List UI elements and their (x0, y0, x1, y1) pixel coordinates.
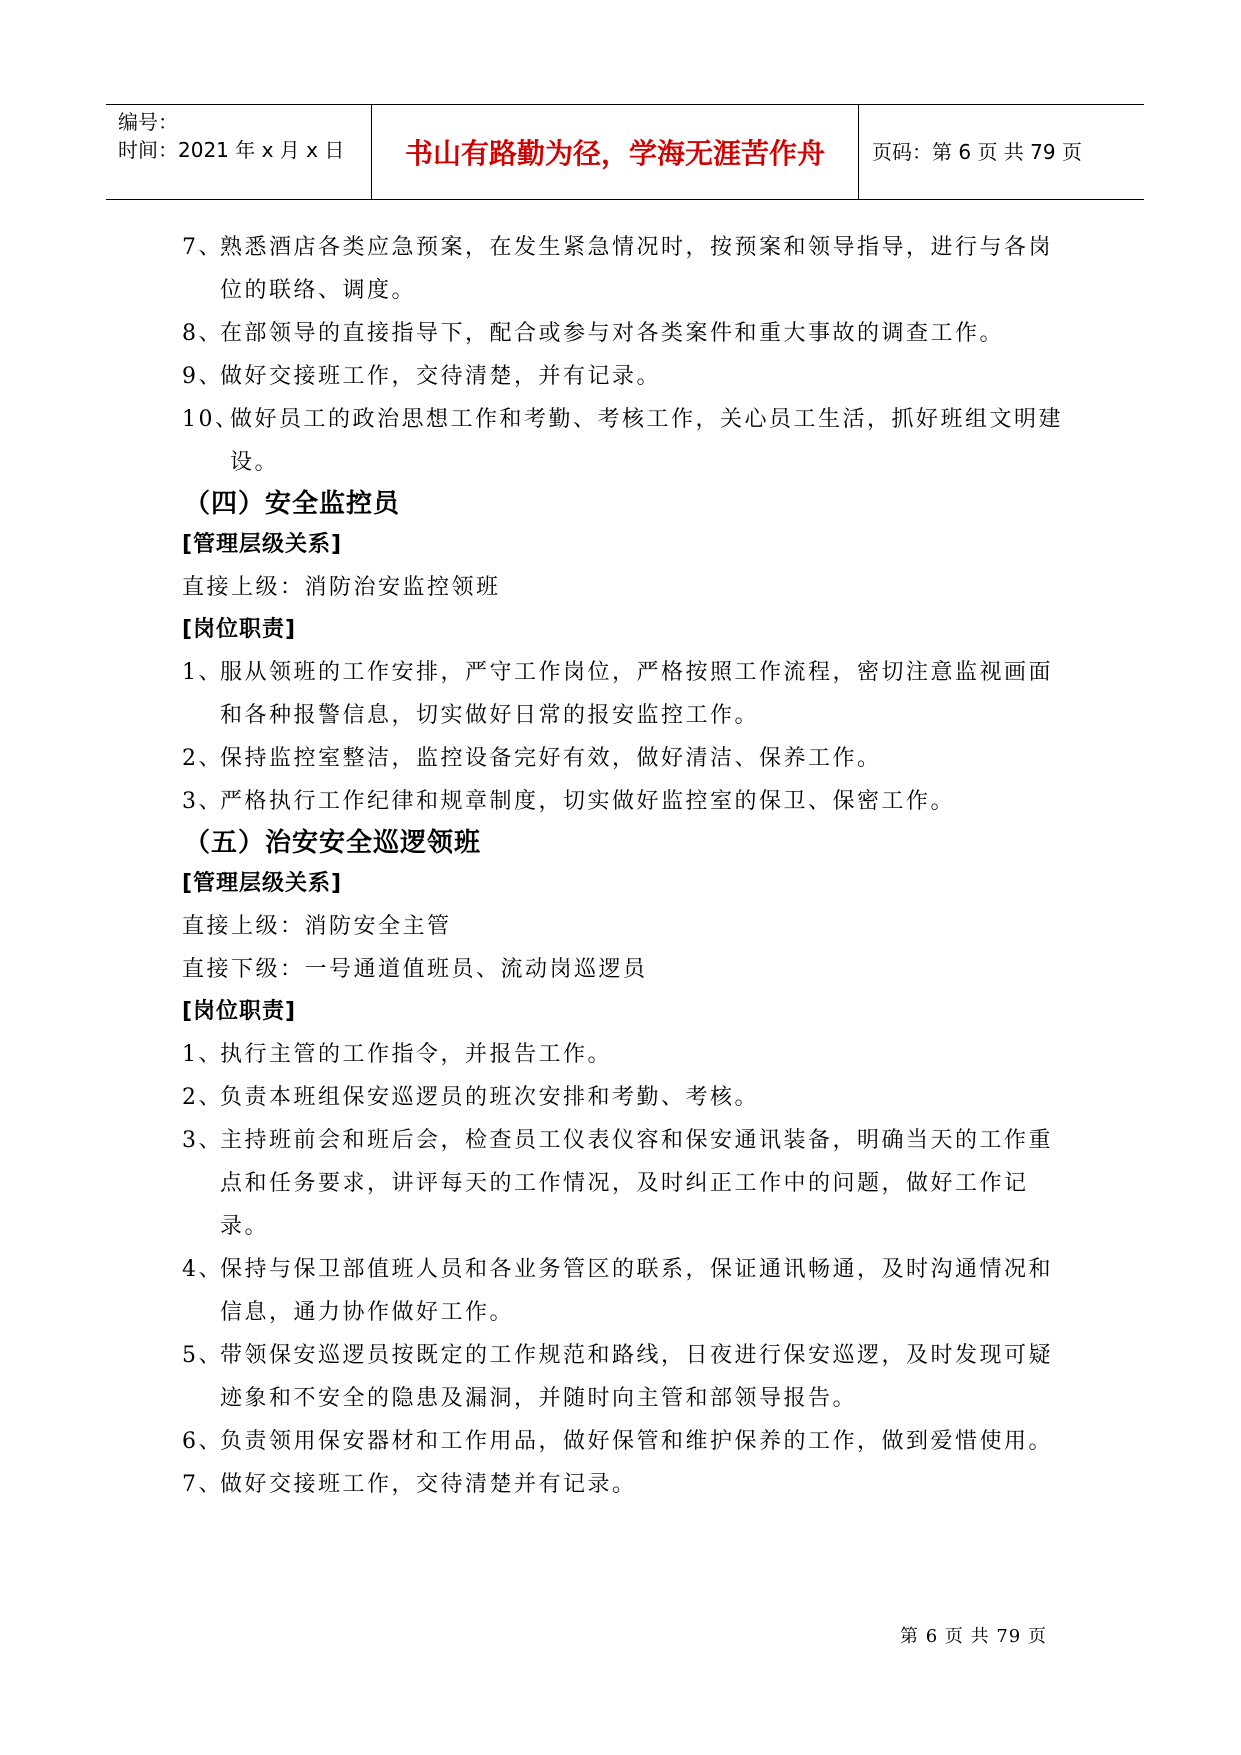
header-time-label: 时间：2021 年 x 月 x 日 (118, 138, 345, 162)
header-number-label: 编号： (118, 110, 178, 134)
list-item (182, 1248, 1067, 1334)
list-item (182, 780, 1067, 823)
superior-line: 直接上级：消防安全主管 (182, 914, 452, 939)
list-item (182, 737, 1067, 780)
item-text: 熟悉酒店各类应急预案，在发生紧急情况时，按预案和领导指导，进行与各岗位的联络、调度。 (220, 235, 1054, 303)
item-text: 带领保安巡逻员按既定的工作规范和路线，日夜进行保安巡逻，及时发现可疑迹象和不安全的隐患及漏洞，并随时向主管和部领导报告。 (220, 1343, 1054, 1411)
item-number: 3、 (182, 789, 223, 814)
list-item (182, 312, 1067, 355)
item-text: 执行主管的工作指令，并报告工作。 (220, 1042, 613, 1067)
list-item (182, 1076, 1067, 1119)
item-text: 保持监控室整洁，监控设备完好有效，做好清洁、保养工作。 (220, 746, 882, 771)
item-number: 6、 (182, 1429, 223, 1454)
header-meta (118, 108, 344, 164)
item-text: 负责领用保安器材和工作用品，做好保管和维护保养的工作，做到爱惜使用。 (220, 1429, 1054, 1454)
header-motto: 书山有路勤为径，学海无涯苦作舟 (404, 137, 825, 170)
item-number: 3、 (182, 1128, 223, 1153)
list-item (182, 226, 1067, 312)
subsection-heading: [岗位职责] (182, 999, 297, 1024)
item-text: 主持班前会和班后会，检查员工仪表仪容和保安通讯装备，明确当天的工作重点和任务要求，讲评每天的工作情况，及时纠正工作中的问题，做好工作记录。 (220, 1128, 1054, 1239)
item-text: 做好交接班工作，交待清楚，并有记录。 (220, 364, 662, 389)
header-divider (858, 104, 859, 200)
item-number: 7、 (182, 235, 223, 260)
item-text: 服从领班的工作安排，严守工作岗位，严格按照工作流程，密切注意监视画面和各种报警信息，切实做好日常的报安监控工作。 (220, 660, 1054, 728)
section-title: （五）治安安全巡逻领班 (184, 828, 482, 858)
item-text: 做好员工的政治思想工作和考勤、考核工作，关心员工生活，抓好班组文明建设。 (230, 407, 1064, 475)
item-text: 保持与保卫部值班人员和各业务管区的联系，保证通讯畅通，及时沟通情况和信息，通力协作做好工作。 (220, 1257, 1054, 1325)
page-footer: 第 6 页 共 79 页 (900, 1626, 1047, 1647)
page-header (106, 104, 1144, 200)
subsection-heading: [管理层级关系] (182, 871, 343, 896)
item-number: 2、 (182, 1085, 223, 1110)
item-text: 做好交接班工作，交待清楚并有记录。 (220, 1472, 637, 1497)
item-text: 严格执行工作纪律和规章制度，切实做好监控室的保卫、保密工作。 (220, 789, 956, 814)
section-title: （四）安全监控员 (184, 489, 401, 519)
list-item (182, 1334, 1067, 1420)
item-number: 1、 (182, 1042, 223, 1067)
item-number: 9、 (182, 364, 223, 389)
item-number: 2、 (182, 746, 223, 771)
list-item (182, 651, 1067, 737)
superior-line: 直接上级：消防治安监控领班 (182, 575, 501, 600)
list-item (182, 1033, 1067, 1076)
list-item (182, 398, 1067, 484)
subordinate-line: 直接下级：一号通道值班员、流动岗巡逻员 (182, 957, 648, 982)
item-text: 在部领导的直接指导下，配合或参与对各类案件和重大事故的调查工作。 (220, 321, 1005, 346)
item-number: 1、 (182, 660, 223, 685)
document-body (182, 226, 1067, 1506)
subsection-heading: [管理层级关系] (182, 532, 343, 557)
item-number: 8、 (182, 321, 223, 346)
list-item (182, 1420, 1067, 1463)
list-item (182, 1463, 1067, 1506)
header-page-info: 页码：第 6 页 共 79 页 (872, 140, 1082, 164)
item-number: 10、 (182, 407, 240, 432)
list-item (182, 355, 1067, 398)
list-item (182, 1119, 1067, 1248)
item-number: 4、 (182, 1257, 223, 1282)
subsection-heading: [岗位职责] (182, 617, 297, 642)
item-number: 7、 (182, 1472, 223, 1497)
item-number: 5、 (182, 1343, 223, 1368)
item-text: 负责本班组保安巡逻员的班次安排和考勤、考核。 (220, 1085, 760, 1110)
